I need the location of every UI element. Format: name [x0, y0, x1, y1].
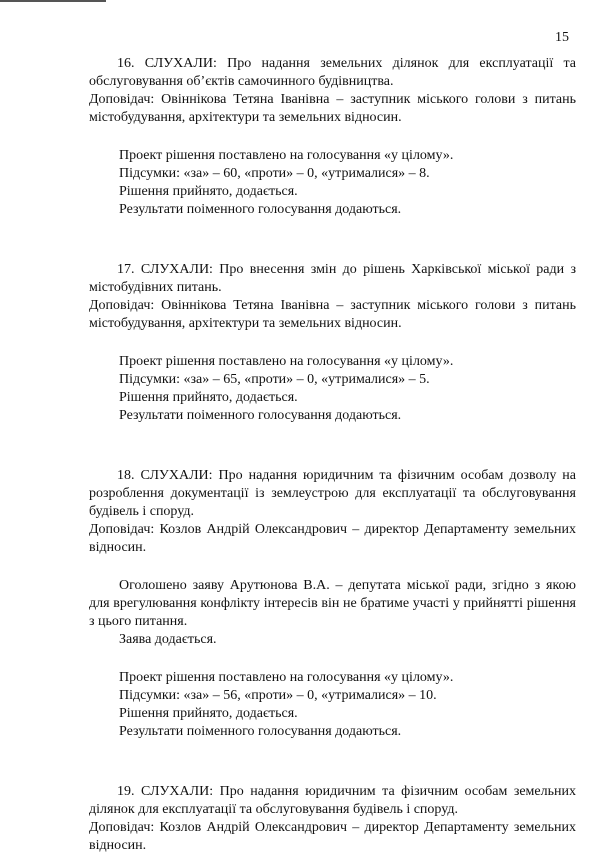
vote-line: Рішення прийнято, додається.	[119, 184, 298, 199]
conflict-statement: Оголошено заяву Арутюнова В.А. – депутата міської ради, згідно з якою для врегулювання конфлікту інтересів він не братиме участі у прийнятті рішення з цього питання.	[89, 578, 576, 629]
vote-line: Рішення прийнято, додається.	[119, 706, 298, 721]
vote-line: Результати поіменного голосування додаються.	[119, 724, 402, 739]
agenda-heading: 19. СЛУХАЛИ: Про надання юридичним та фізичним особам земельних ділянок для експлуатації та обслуговування будівель і споруд.	[89, 784, 576, 817]
vote-block	[89, 147, 576, 219]
page-content	[89, 55, 576, 855]
agenda-heading: 17. СЛУХАЛИ: Про внесення змін до рішень Харківської міської ради з містобудівних питань.	[89, 262, 576, 295]
reporter-line: Доповідач: Овіннікова Тетяна Іванівна – заступник міського голови з питань містобудування, архітектури та земельних відносин.	[89, 298, 576, 331]
reporter-line: Доповідач: Овіннікова Тетяна Іванівна – заступник міського голови з питань містобудування, архітектури та земельних відносин.	[89, 92, 576, 125]
vote-line: Підсумки: «за» – 56, «проти» – 0, «утрималися» – 10.	[119, 688, 437, 703]
vote-line: Проект рішення поставлено на голосування «у цілому».	[119, 148, 454, 163]
agenda-item-16	[89, 55, 576, 219]
agenda-heading: 18. СЛУХАЛИ: Про надання юридичним та фізичним особам дозволу на розроблення документації із землеустрою для експлуатації та обслуговування будівель і споруд.	[89, 468, 576, 519]
scan-edge-mark	[0, 0, 106, 2]
vote-line: Проект рішення поставлено на голосування «у цілому».	[119, 670, 454, 685]
vote-line: Підсумки: «за» – 65, «проти» – 0, «утрималися» – 5.	[119, 372, 430, 387]
agenda-item-17	[89, 261, 576, 425]
vote-line: Проект рішення поставлено на голосування «у цілому».	[119, 354, 454, 369]
vote-line: Результати поіменного голосування додаються.	[119, 202, 402, 217]
page-number: 15	[555, 30, 569, 45]
agenda-heading: 16. СЛУХАЛИ: Про надання земельних ділянок для експлуатації та обслуговування об’єктів самочинного будівництва.	[89, 56, 576, 89]
vote-line: Результати поіменного голосування додаються.	[119, 408, 402, 423]
vote-line: Рішення прийнято, додається.	[119, 390, 298, 405]
vote-block	[89, 669, 576, 741]
agenda-item-18	[89, 467, 576, 741]
vote-block	[89, 353, 576, 425]
agenda-item-19	[89, 783, 576, 855]
statement-note: Заява додається.	[119, 632, 217, 647]
vote-line: Підсумки: «за» – 60, «проти» – 0, «утрималися» – 8.	[119, 166, 430, 181]
reporter-line: Доповідач: Козлов Андрій Олександрович – директор Департаменту земельних відносин.	[89, 820, 576, 853]
reporter-line: Доповідач: Козлов Андрій Олександрович – директор Департаменту земельних відносин.	[89, 522, 576, 555]
